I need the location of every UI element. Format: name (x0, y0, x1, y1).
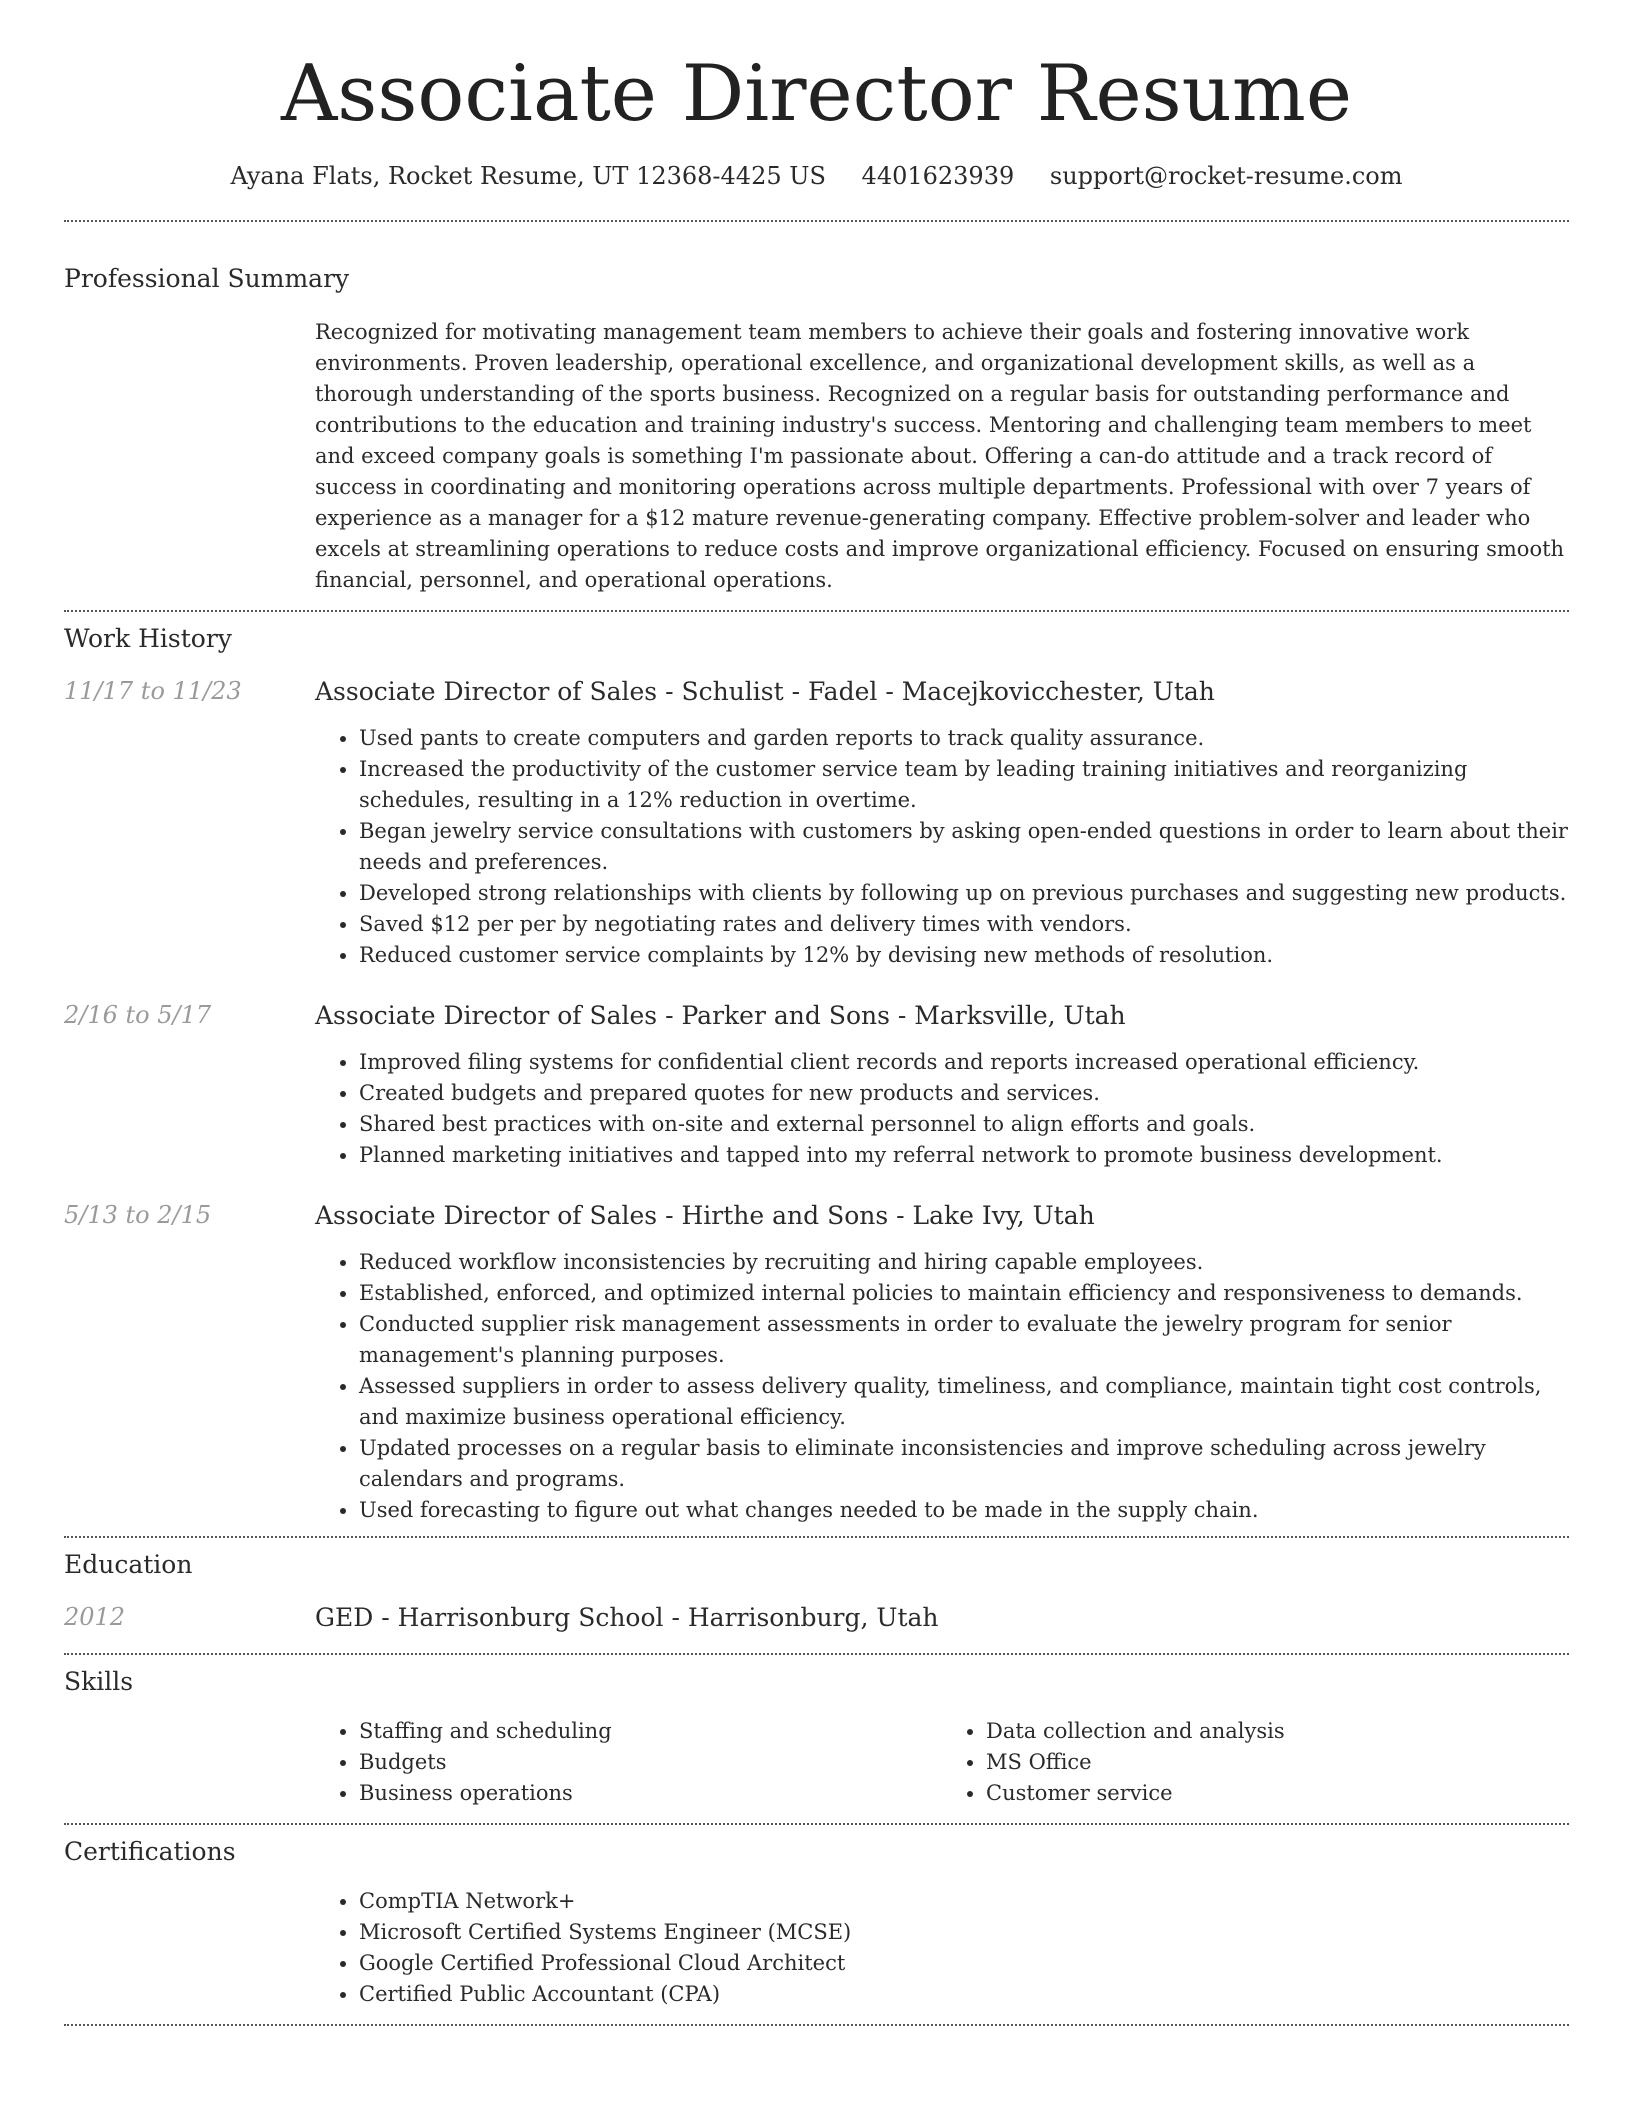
list-item: • Data collection and analysis (986, 1716, 1569, 1747)
list-item: • CompTIA Network+ (359, 1886, 1569, 1917)
divider (64, 2024, 1569, 2026)
list-item: • Used forecasting to figure out what changes needed to be made in the supply chain. (359, 1495, 1569, 1526)
contact-email: support@rocket-resume.com (1049, 161, 1403, 190)
certifications-heading: Certifications (64, 1836, 236, 1866)
list-item: • MS Office (986, 1747, 1569, 1778)
job-bullets (315, 1247, 1569, 1526)
list-item: • Saved $12 per per by negotiating rates and delivery times with vendors. (359, 909, 1569, 940)
job-title: Associate Director of Sales - Hirthe and Sons - Lake Ivy, Utah (315, 1200, 1095, 1230)
summary-heading: Professional Summary (64, 263, 350, 293)
list-item: • Planned marketing initiatives and tapped into my referral network to promote business development. (359, 1140, 1569, 1171)
education-header (64, 1603, 1569, 1637)
resume-page (64, 0, 1569, 2026)
job-entry (64, 677, 1569, 971)
education-year: 2012 (64, 1602, 126, 1631)
education-heading: Education (64, 1549, 193, 1579)
contact-address: Ayana Flats, Rocket Resume, UT 12368-4425 US (230, 161, 826, 190)
job-bullets (315, 723, 1569, 971)
skills-column-left (315, 1716, 942, 1809)
job-bullets-wrap (315, 1047, 1569, 1171)
list-item: • Certified Public Accountant (CPA) (359, 1979, 1569, 2010)
certifications-items (315, 1886, 1569, 2010)
list-item: • Staffing and scheduling (359, 1716, 942, 1747)
list-item: • Increased the productivity of the customer service team by leading training initiatives and reorganizing schedules, resulting in a 12% reduction in overtime. (359, 754, 1569, 816)
job-header (64, 677, 1569, 711)
skills-heading: Skills (64, 1666, 134, 1696)
job-bullets-wrap (315, 1247, 1569, 1526)
job-dates: 5/13 to 2/15 (64, 1200, 212, 1229)
job-title: Associate Director of Sales - Parker and Sons - Marksville, Utah (315, 1000, 1126, 1030)
contact-phone: 4401623939 (861, 161, 1015, 190)
job-header (64, 1001, 1569, 1035)
job-entry (64, 1201, 1569, 1526)
list-item: • Improved filing systems for confidential client records and reports increased operational efficiency. (359, 1047, 1569, 1078)
job-title: Associate Director of Sales - Schulist - Fadel - Macejkovicchester, Utah (315, 676, 1215, 706)
list-item: • Customer service (986, 1778, 1569, 1809)
job-bullets (315, 1047, 1569, 1171)
education-entry (64, 1603, 1569, 1637)
skills-list (315, 1716, 1569, 1809)
list-item: • Shared best practices with on-site and external personnel to align efforts and goals. (359, 1109, 1569, 1140)
summary-text: Recognized for motivating management team members to achieve their goals and fostering innovative work environments. Proven leadership, operational excellence, and organizational development skills, as well as a thorough understanding of the sports business. Recognized on a regular basis for outstanding performance and contributions to the education and training industry's success. Mentoring and challenging team members to meet and exceed company goals is something I'm passionate about. Offering a can-do attitude and a track record of success in coordinating and monitoring operations across multiple departments. Professional with over 7 years of experience as a manager for a $12 mature revenue-generating company. Effective problem-solver and leader who excels at streamlining operations to reduce costs and improve organizational efficiency. Focused on ensuring smooth financial, personnel, and operational operations. (315, 319, 1565, 592)
summary-section (315, 317, 1569, 596)
certifications-list (315, 1886, 1569, 2010)
skills-column-right (942, 1716, 1569, 1809)
list-item: • Google Certified Professional Cloud Architect (359, 1948, 1569, 1979)
list-item: • Reduced workflow inconsistencies by recruiting and hiring capable employees. (359, 1247, 1569, 1278)
divider (64, 1823, 1569, 1825)
list-item: • Reduced customer service complaints by 12% by devising new methods of resolution. (359, 940, 1569, 971)
job-entry (64, 1001, 1569, 1171)
education-title: GED - Harrisonburg School - Harrisonburg, Utah (315, 1602, 939, 1632)
list-item: • Microsoft Certified Systems Engineer (MCSE) (359, 1917, 1569, 1948)
list-item: • Conducted supplier risk management assessments in order to evaluate the jewelry program for senior management's planning purposes. (359, 1309, 1569, 1371)
list-item: • Established, enforced, and optimized internal policies to maintain efficiency and responsiveness to demands. (359, 1278, 1569, 1309)
work-history-heading: Work History (64, 623, 232, 653)
job-dates: 11/17 to 11/23 (64, 676, 242, 705)
list-item: • Business operations (359, 1778, 942, 1809)
contact-line (64, 162, 1569, 190)
job-header (64, 1201, 1569, 1235)
resume-title: Associate Director Resume (280, 49, 1353, 139)
divider (64, 1653, 1569, 1655)
divider (64, 1536, 1569, 1538)
list-item: • Created budgets and prepared quotes for new products and services. (359, 1078, 1569, 1109)
divider (64, 610, 1569, 612)
job-bullets-wrap (315, 723, 1569, 971)
list-item: • Updated processes on a regular basis to eliminate inconsistencies and improve scheduling across jewelry calendars and programs. (359, 1433, 1569, 1495)
list-item: • Budgets (359, 1747, 942, 1778)
list-item: • Developed strong relationships with clients by following up on previous purchases and suggesting new products. (359, 878, 1569, 909)
job-dates: 2/16 to 5/17 (64, 1000, 212, 1029)
divider (64, 220, 1569, 222)
list-item: • Began jewelry service consultations with customers by asking open-ended questions in order to learn about their needs and preferences. (359, 816, 1569, 878)
list-item: • Used pants to create computers and garden reports to track quality assurance. (359, 723, 1569, 754)
list-item: • Assessed suppliers in order to assess delivery quality, timeliness, and compliance, maintain tight cost controls, and maximize business operational efficiency. (359, 1371, 1569, 1433)
